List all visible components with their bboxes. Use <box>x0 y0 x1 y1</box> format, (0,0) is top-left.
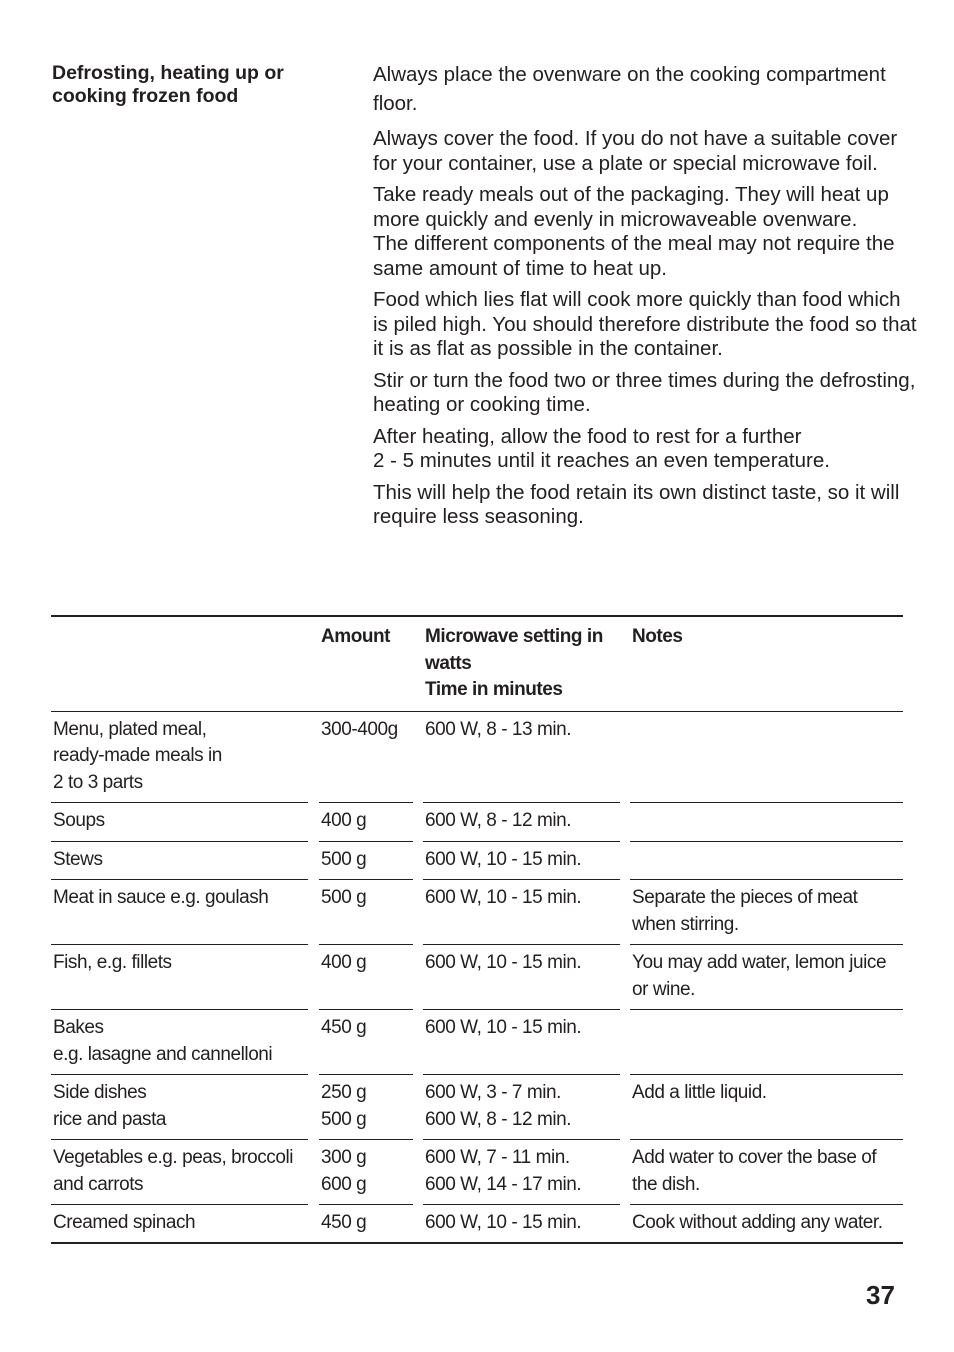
cell-amount <box>321 1205 425 1244</box>
table-row <box>51 1075 903 1140</box>
cell-notes-line: Add a little liquid. <box>632 1082 767 1103</box>
cell-amount-line: 300 g <box>321 1147 367 1168</box>
cell-amount-line: 500 g <box>321 1108 367 1130</box>
cell-setting <box>425 1010 632 1075</box>
cell-food <box>51 712 321 804</box>
intro-paragraph-3a: Take ready meals out of the packaging. They will heat up more quickly and evenly in microwaveable ovenware. <box>373 183 889 231</box>
cell-notes-line: when stirring. <box>632 913 739 935</box>
cell-setting <box>425 1205 632 1244</box>
table-header-row <box>51 615 903 712</box>
cell-setting-line: 600 W, 10 - 15 min. <box>425 848 582 870</box>
table-row <box>51 712 903 804</box>
cell-amount <box>321 1010 425 1075</box>
cell-setting-line: 600 W, 8 - 12 min. <box>425 1108 572 1130</box>
cell-notes <box>632 712 903 804</box>
cell-notes <box>632 842 903 881</box>
cell-setting <box>425 712 632 804</box>
cell-food <box>51 1075 321 1140</box>
table-row <box>51 1010 903 1075</box>
cell-amount-line: 450 g <box>321 1212 367 1233</box>
table-row <box>51 945 903 1010</box>
cell-food-line: ready-made meals in <box>53 745 222 766</box>
table-row <box>51 1140 903 1205</box>
cell-food <box>51 803 321 842</box>
header-setting-line-1: Microwave setting in <box>425 626 603 647</box>
section-heading-line-2: cooking frozen food <box>52 85 239 107</box>
cell-setting-line: 600 W, 8 - 12 min. <box>425 810 572 831</box>
intro-paragraph-2: Always cover the food. If you do not have a suitable cover for your container, use a plate or special microwave foil. <box>373 127 898 175</box>
cell-setting-line: 600 W, 14 - 17 min. <box>425 1173 582 1195</box>
cell-notes <box>632 1140 903 1205</box>
cell-setting <box>425 1075 632 1140</box>
cell-amount <box>321 803 425 842</box>
defrost-table-wrapper <box>51 615 903 1244</box>
cell-food <box>51 880 321 945</box>
cell-food-line: Soups <box>53 810 105 831</box>
cell-amount <box>321 880 425 945</box>
table-body <box>51 712 903 1244</box>
table-row <box>51 880 903 945</box>
cell-amount <box>321 945 425 1010</box>
section-heading-line-1: Defrosting, heating up or <box>52 62 284 84</box>
intro-paragraph-1: Always place the ovenware on the cooking compartment floor. <box>373 63 886 115</box>
cell-amount-line: 600 g <box>321 1173 367 1195</box>
header-setting <box>425 615 632 712</box>
cell-food-line: Meat in sauce e.g. goulash <box>53 887 269 908</box>
cell-notes-line: Separate the pieces of meat <box>632 887 858 908</box>
cell-notes <box>632 1205 903 1244</box>
cell-amount-line: 400 g <box>321 810 367 831</box>
cell-setting <box>425 1140 632 1205</box>
intro-text <box>373 60 918 530</box>
page-number: 37 <box>866 1280 895 1310</box>
cell-setting <box>425 803 632 842</box>
cell-notes-line: You may add water, lemon juice <box>632 952 887 973</box>
cell-notes <box>632 945 903 1010</box>
cell-setting-line: 600 W, 10 - 15 min. <box>425 952 582 973</box>
intro-paragraph-6a: After heating, allow the food to rest for a further <box>373 424 802 448</box>
cell-notes <box>632 1075 903 1140</box>
cell-setting <box>425 945 632 1010</box>
intro-paragraph-4: Food which lies flat will cook more quickly than food which is piled high. You should therefore distribute the food so that it is as flat as possible in the container. <box>373 288 917 360</box>
cell-food <box>51 842 321 881</box>
cell-food-line: Creamed spinach <box>53 1212 196 1233</box>
table-row <box>51 803 903 842</box>
cell-food-line: 2 to 3 parts <box>53 771 143 793</box>
cell-amount-line: 500 g <box>321 848 367 870</box>
cell-setting-line: 600 W, 10 - 15 min. <box>425 1212 582 1233</box>
cell-food <box>51 1140 321 1205</box>
header-setting-line-2: watts <box>425 652 472 674</box>
intro-paragraph-6c: This will help the food retain its own distinct taste, so it will require less seasoning. <box>373 480 900 528</box>
section-heading <box>52 62 342 108</box>
header-amount: Amount <box>321 615 425 712</box>
cell-amount <box>321 842 425 881</box>
cell-amount-line: 300-400g <box>321 718 398 740</box>
cell-setting-line: 600 W, 10 - 15 min. <box>425 887 582 908</box>
cell-setting-line: 600 W, 3 - 7 min. <box>425 1082 561 1103</box>
header-food <box>51 615 321 712</box>
cell-amount <box>321 712 425 804</box>
cell-notes <box>632 1010 903 1075</box>
cell-food-line: Bakes <box>53 1017 104 1038</box>
cell-notes-line: the dish. <box>632 1173 700 1195</box>
header-setting-line-3: Time in minutes <box>425 679 563 700</box>
cell-food-line: Stews <box>53 848 103 870</box>
cell-notes <box>632 803 903 842</box>
cell-setting-line: 600 W, 10 - 15 min. <box>425 1017 582 1038</box>
cell-setting-line: 600 W, 7 - 11 min. <box>425 1147 570 1168</box>
defrost-table <box>51 615 903 1244</box>
cell-amount <box>321 1140 425 1205</box>
cell-amount-line: 500 g <box>321 887 367 908</box>
cell-food-line: Vegetables e.g. peas, broccoli <box>53 1147 294 1168</box>
cell-food-line: rice and pasta <box>53 1108 167 1130</box>
intro-paragraph-3b: The different components of the meal may not require the same amount of time to heat up. <box>373 232 895 280</box>
cell-food-line: e.g. lasagne and cannelloni <box>53 1043 273 1065</box>
cell-food-line: Side dishes <box>53 1082 147 1103</box>
cell-setting <box>425 880 632 945</box>
cell-food <box>51 1205 321 1244</box>
cell-notes-line: or wine. <box>632 978 695 1000</box>
cell-food-line: Fish, e.g. fillets <box>53 952 172 973</box>
cell-setting <box>425 842 632 881</box>
intro-paragraph-6b: 2 - 5 minutes until it reaches an even temperature. <box>373 449 830 472</box>
cell-food-line: Menu, plated meal, <box>53 718 207 740</box>
cell-amount-line: 250 g <box>321 1082 367 1103</box>
table-row <box>51 842 903 881</box>
cell-food <box>51 1010 321 1075</box>
cell-amount-line: 400 g <box>321 952 367 973</box>
header-notes: Notes <box>632 615 903 712</box>
cell-notes <box>632 880 903 945</box>
cell-amount-line: 450 g <box>321 1017 367 1038</box>
cell-food <box>51 945 321 1010</box>
cell-notes-line: Cook without adding any water. <box>632 1212 883 1233</box>
cell-food-line: and carrots <box>53 1173 144 1195</box>
cell-setting-line: 600 W, 8 - 13 min. <box>425 718 572 740</box>
cell-amount <box>321 1075 425 1140</box>
table-row <box>51 1205 903 1244</box>
cell-notes-line: Add water to cover the base of <box>632 1147 877 1168</box>
intro-paragraph-5: Stir or turn the food two or three times during the defrosting, heating or cooking time. <box>373 368 916 416</box>
